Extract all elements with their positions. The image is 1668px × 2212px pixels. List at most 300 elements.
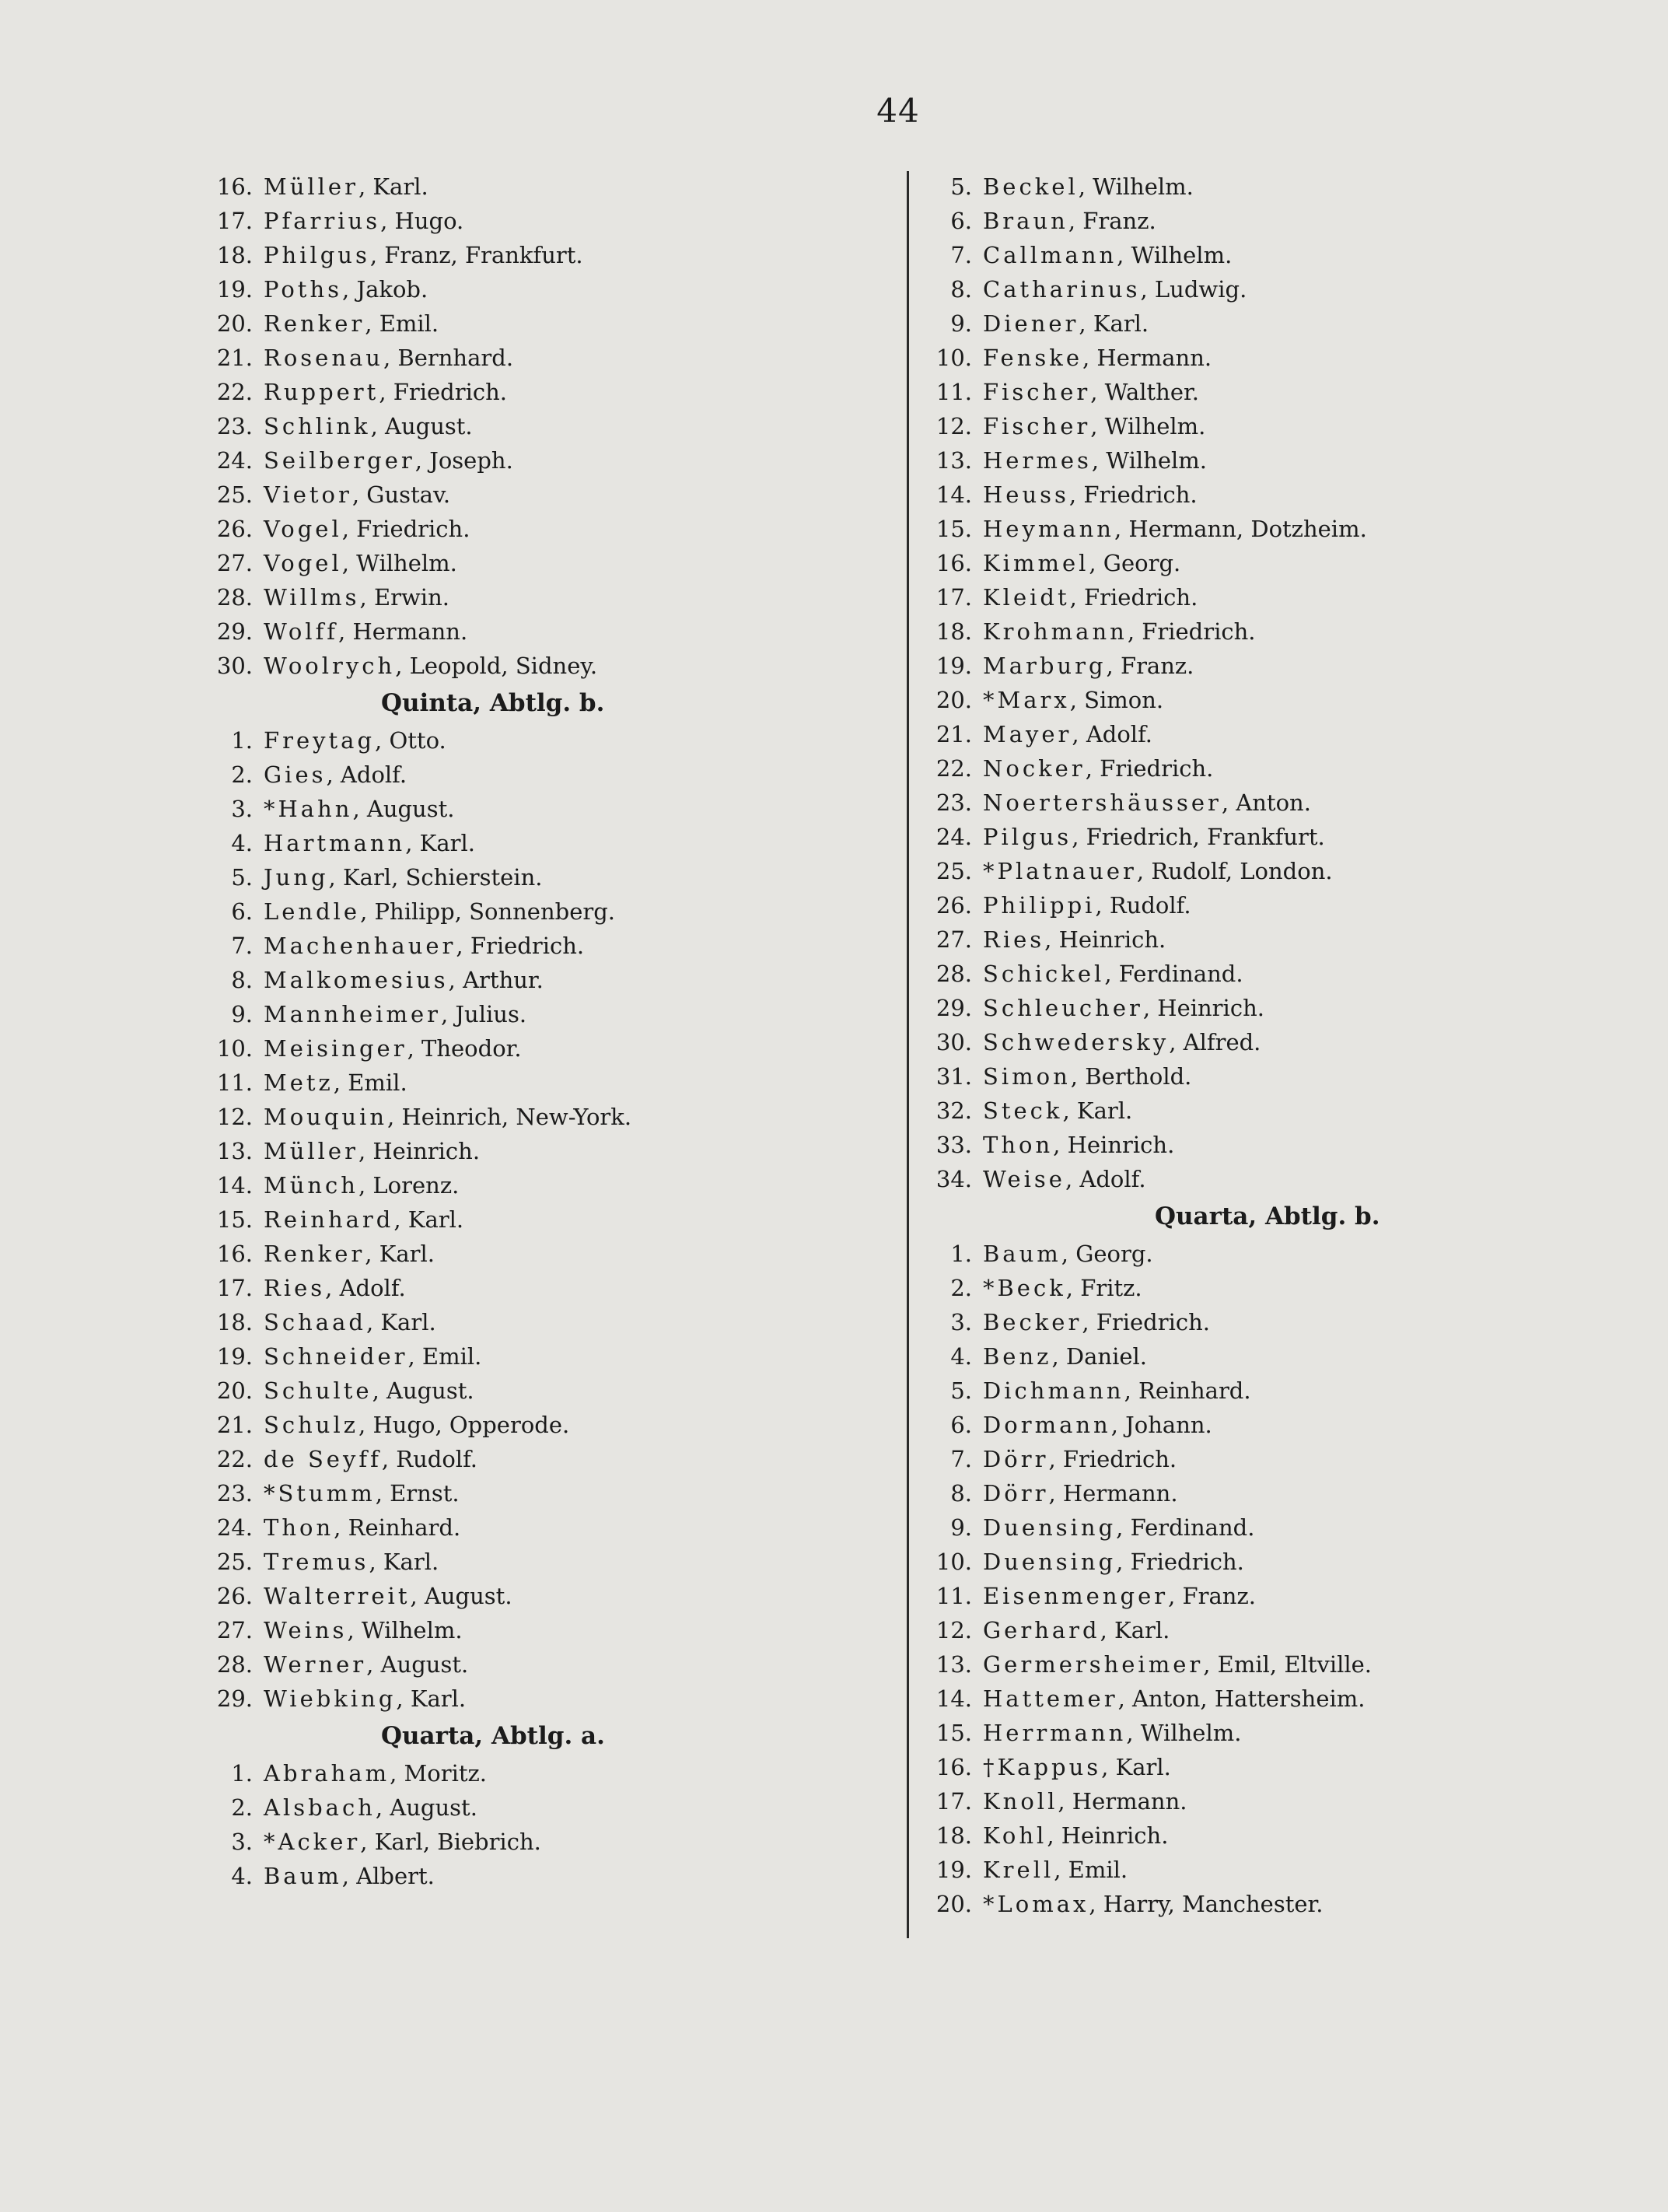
entry-number: 24. bbox=[216, 447, 253, 474]
entry-details: , Philipp, Sonnenberg. bbox=[360, 898, 616, 925]
list-item bbox=[198, 1682, 883, 1716]
list-item bbox=[198, 894, 883, 929]
entry-details: , Wilhelm. bbox=[347, 1617, 463, 1643]
list-item bbox=[918, 1784, 1617, 1818]
entry-details: , Wilhelm. bbox=[1117, 242, 1233, 268]
entry-details: , Simon. bbox=[1069, 687, 1164, 713]
entry-number: 5. bbox=[231, 864, 253, 891]
entry-surname: Steck bbox=[983, 1097, 1063, 1124]
list-item bbox=[918, 1818, 1617, 1853]
list-item bbox=[918, 820, 1617, 854]
list-item bbox=[198, 1545, 883, 1579]
list-item bbox=[198, 1613, 883, 1647]
list-item bbox=[918, 649, 1617, 683]
entry-number: 12. bbox=[935, 1617, 972, 1643]
entry-details: , Anton, Hattersheim. bbox=[1117, 1685, 1366, 1712]
entry-details: , Friedrich. bbox=[456, 933, 585, 959]
entry-surname: Baum bbox=[983, 1241, 1061, 1267]
entry-details: , Franz. bbox=[1168, 1583, 1256, 1609]
entry-details: , Friedrich. bbox=[1048, 1446, 1177, 1472]
list-item bbox=[918, 1059, 1617, 1094]
entry-details: , Karl. bbox=[1062, 1097, 1133, 1124]
list-item bbox=[198, 1202, 883, 1237]
entry-surname: Schaad bbox=[264, 1309, 366, 1335]
entry-surname: Gerhard bbox=[983, 1617, 1100, 1643]
entry-details: , Wilhelm. bbox=[1090, 413, 1206, 439]
entry-details: , Rudolf. bbox=[381, 1446, 477, 1472]
entry-surname: *Marx bbox=[983, 687, 1070, 713]
entry-surname: Schwedersky bbox=[983, 1029, 1170, 1055]
list-item bbox=[918, 341, 1617, 375]
entry-surname: Wolff bbox=[264, 618, 339, 645]
list-item bbox=[918, 546, 1617, 580]
entry-surname: Simon bbox=[983, 1063, 1071, 1090]
list-item bbox=[198, 1442, 883, 1476]
entry-surname: Mayer bbox=[983, 721, 1072, 747]
entry-surname: Werner bbox=[264, 1651, 367, 1678]
list-section bbox=[918, 170, 1617, 1196]
entry-details: , Franz. bbox=[1106, 653, 1194, 679]
entry-surname: Meisinger bbox=[264, 1035, 407, 1062]
entry-number: 24. bbox=[216, 1514, 253, 1541]
list-item bbox=[918, 1476, 1617, 1510]
entry-number: 6. bbox=[950, 208, 972, 234]
entry-surname: Noertershäusser bbox=[983, 789, 1222, 816]
list-item bbox=[918, 922, 1617, 957]
entry-number: 20. bbox=[935, 687, 972, 713]
entry-details: , Moritz. bbox=[390, 1760, 488, 1787]
entry-details: , Friedrich. bbox=[1082, 1309, 1211, 1335]
entry-details: , Franz. bbox=[1068, 208, 1156, 234]
right-column bbox=[918, 170, 1617, 1921]
list-item bbox=[918, 717, 1617, 751]
entry-number: 32. bbox=[935, 1097, 972, 1124]
entry-details: , Georg. bbox=[1089, 550, 1181, 576]
entry-number: 3. bbox=[950, 1309, 972, 1335]
entry-surname: Woolrych bbox=[264, 653, 396, 679]
entry-surname: Dörr bbox=[983, 1480, 1049, 1507]
entry-details: , August. bbox=[352, 796, 455, 822]
list-item bbox=[918, 204, 1617, 238]
entry-surname: Hattemer bbox=[983, 1685, 1118, 1712]
list-item bbox=[198, 614, 883, 649]
entry-details: , Erwin. bbox=[359, 584, 449, 611]
entry-surname: Lendle bbox=[264, 898, 361, 925]
list-item bbox=[198, 443, 883, 478]
entry-surname: Duensing bbox=[983, 1514, 1117, 1541]
list-item bbox=[198, 1066, 883, 1100]
list-item bbox=[198, 860, 883, 894]
list-section bbox=[918, 1196, 1617, 1921]
entry-surname: Kohl bbox=[983, 1822, 1047, 1849]
list-section bbox=[198, 1716, 883, 1893]
entry-details: , Emil. bbox=[333, 1069, 407, 1096]
entry-details: , Albert. bbox=[341, 1863, 435, 1889]
list-item bbox=[198, 341, 883, 375]
list-item bbox=[918, 1716, 1617, 1750]
entry-number: 22. bbox=[216, 379, 253, 405]
entry-surname: Dichmann bbox=[983, 1377, 1124, 1404]
entry-number: 26. bbox=[216, 1583, 253, 1609]
list-item bbox=[198, 1579, 883, 1613]
list-item bbox=[198, 929, 883, 963]
entry-details: , Karl. bbox=[365, 1309, 436, 1335]
entry-number: 23. bbox=[216, 1480, 253, 1507]
entry-details: , Friedrich. bbox=[1069, 584, 1198, 611]
entry-surname: Rosenau bbox=[264, 345, 383, 371]
entry-details: , Ludwig. bbox=[1140, 276, 1247, 303]
entry-number: 28. bbox=[935, 961, 972, 987]
entry-number: 21. bbox=[216, 345, 253, 371]
entry-number: 11. bbox=[935, 1583, 972, 1609]
entry-number: 16. bbox=[935, 550, 972, 576]
entry-surname: Renker bbox=[264, 310, 365, 337]
entry-details: , Hermann. bbox=[1058, 1788, 1187, 1815]
entry-number: 15. bbox=[935, 1720, 972, 1746]
entry-details: , Heinrich, New-York. bbox=[387, 1104, 632, 1130]
entry-details: , Jakob. bbox=[342, 276, 428, 303]
entry-number: 34. bbox=[935, 1166, 972, 1192]
entry-surname: Nocker bbox=[983, 755, 1086, 782]
entry-details: , Fritz. bbox=[1065, 1275, 1142, 1301]
entry-number: 23. bbox=[935, 789, 972, 816]
entry-number: 17. bbox=[935, 1788, 972, 1815]
entry-number: 18. bbox=[216, 1309, 253, 1335]
entry-surname: Wiebking bbox=[264, 1685, 397, 1712]
entry-number: 25. bbox=[216, 1549, 253, 1575]
entry-number: 17. bbox=[216, 208, 253, 234]
entry-details: , August. bbox=[410, 1583, 512, 1609]
entry-surname: Pilgus bbox=[983, 824, 1072, 850]
list-item bbox=[918, 1128, 1617, 1162]
list-item bbox=[918, 443, 1617, 478]
entry-details: , Friedrich. bbox=[1068, 481, 1198, 508]
entry-surname: Ries bbox=[983, 926, 1045, 953]
section-heading: Quarta, Abtlg. b. bbox=[1155, 1202, 1380, 1230]
list-item bbox=[198, 546, 883, 580]
entry-surname: Weins bbox=[264, 1617, 348, 1643]
list-item bbox=[198, 1825, 883, 1859]
entry-details: , Adolf. bbox=[1065, 1166, 1146, 1192]
list-section bbox=[198, 170, 883, 683]
list-item bbox=[198, 997, 883, 1031]
entry-details: , Karl, Biebrich. bbox=[360, 1829, 541, 1855]
list-item bbox=[198, 723, 883, 758]
entry-details: , Ernst. bbox=[375, 1480, 460, 1507]
list-item bbox=[918, 306, 1617, 341]
entry-details: , Hermann, Dotzheim. bbox=[1114, 516, 1367, 542]
entry-surname: *Beck bbox=[983, 1275, 1066, 1301]
entry-number: 13. bbox=[935, 1651, 972, 1678]
list-item bbox=[918, 1887, 1617, 1921]
entry-details: , Karl. bbox=[405, 830, 475, 856]
entry-surname: Hartmann bbox=[264, 830, 406, 856]
entry-details: , Friedrich, Frankfurt. bbox=[1072, 824, 1325, 850]
entry-details: , Heinrich. bbox=[1053, 1132, 1175, 1158]
list-item bbox=[198, 204, 883, 238]
entry-surname: Mouquin bbox=[264, 1104, 388, 1130]
list-item bbox=[918, 888, 1617, 922]
entry-details: , Heinrich. bbox=[1047, 1822, 1169, 1849]
entry-details: , Friedrich. bbox=[1127, 618, 1256, 645]
entry-details: , August. bbox=[372, 1377, 474, 1404]
entry-details: , Harry, Manchester. bbox=[1089, 1891, 1324, 1917]
entry-number: 21. bbox=[935, 721, 972, 747]
list-section bbox=[198, 683, 883, 1716]
entry-number: 29. bbox=[935, 995, 972, 1021]
entry-number: 17. bbox=[935, 584, 972, 611]
entry-details: , Heinrich. bbox=[1044, 926, 1166, 953]
entry-number: 11. bbox=[935, 379, 972, 405]
entry-surname: Ruppert bbox=[264, 379, 379, 405]
list-item bbox=[198, 1790, 883, 1825]
list-item bbox=[198, 272, 883, 306]
entry-number: 22. bbox=[216, 1446, 253, 1472]
entry-surname: Eisenmenger bbox=[983, 1583, 1169, 1609]
list-item bbox=[198, 306, 883, 341]
entry-details: , Ferdinand. bbox=[1116, 1514, 1255, 1541]
entry-surname: Willms bbox=[264, 584, 360, 611]
list-item bbox=[918, 1305, 1617, 1339]
list-item bbox=[198, 1408, 883, 1442]
entry-number: 2. bbox=[950, 1275, 972, 1301]
entry-details: , Friedrich. bbox=[341, 516, 470, 542]
column-divider bbox=[907, 171, 909, 1938]
entry-details: , Berthold. bbox=[1070, 1063, 1192, 1090]
entry-surname: Kimmel bbox=[983, 550, 1089, 576]
entry-details: , Friedrich. bbox=[1116, 1549, 1244, 1575]
entry-surname: *Hahn bbox=[264, 796, 353, 822]
entry-details: , Heinrich. bbox=[358, 1138, 481, 1164]
entry-surname: †Kappus bbox=[983, 1754, 1102, 1780]
entry-number: 8. bbox=[950, 276, 972, 303]
entry-details: , Leopold, Sidney. bbox=[395, 653, 598, 679]
left-column bbox=[198, 170, 883, 1893]
list-item bbox=[918, 1647, 1617, 1682]
entry-surname: Philippi bbox=[983, 892, 1096, 919]
entry-surname: Schlink bbox=[264, 413, 371, 439]
entry-details: , Karl. bbox=[396, 1685, 467, 1712]
list-item bbox=[198, 792, 883, 826]
entry-number: 19. bbox=[216, 276, 253, 303]
entry-number: 14. bbox=[935, 481, 972, 508]
entry-surname: Jung bbox=[264, 864, 329, 891]
entry-details: , Lorenz. bbox=[358, 1172, 460, 1199]
entry-details: , Theodor. bbox=[407, 1035, 522, 1062]
entry-details: , Wilhelm. bbox=[1078, 173, 1194, 200]
list-item bbox=[198, 1374, 883, 1408]
list-item bbox=[198, 1031, 883, 1066]
list-item bbox=[198, 1271, 883, 1305]
entry-surname: Callmann bbox=[983, 242, 1117, 268]
entry-details: , Karl. bbox=[365, 1241, 435, 1267]
entry-surname: de Seyff bbox=[264, 1446, 382, 1472]
entry-number: 25. bbox=[935, 858, 972, 884]
entry-details: , Reinhard. bbox=[1124, 1377, 1251, 1404]
entry-surname: Reinhard bbox=[264, 1206, 394, 1233]
entry-details: , Hugo. bbox=[380, 208, 464, 234]
entry-number: 20. bbox=[935, 1891, 972, 1917]
entry-surname: Dörr bbox=[983, 1446, 1049, 1472]
list-item bbox=[198, 170, 883, 204]
entry-details: , Adolf. bbox=[325, 1275, 406, 1301]
list-item bbox=[918, 478, 1617, 512]
entry-number: 4. bbox=[231, 1863, 253, 1889]
entry-surname: Herrmann bbox=[983, 1720, 1127, 1746]
list-item bbox=[918, 1271, 1617, 1305]
entry-number: 1. bbox=[231, 1760, 253, 1787]
list-item bbox=[198, 1510, 883, 1545]
list-item bbox=[918, 1374, 1617, 1408]
entry-details: , Karl. bbox=[1079, 310, 1149, 337]
list-item bbox=[918, 1339, 1617, 1374]
entry-number: 27. bbox=[935, 926, 972, 953]
list-item bbox=[918, 375, 1617, 409]
list-item bbox=[198, 1647, 883, 1682]
entry-details: , Gustav. bbox=[351, 481, 451, 508]
entry-number: 9. bbox=[231, 1001, 253, 1027]
entry-number: 7. bbox=[950, 242, 972, 268]
entry-details: , Wilhelm. bbox=[1091, 447, 1207, 474]
entry-number: 25. bbox=[216, 481, 253, 508]
entry-surname: Schulte bbox=[264, 1377, 372, 1404]
entry-surname: Kleidt bbox=[983, 584, 1070, 611]
entry-number: 31. bbox=[935, 1063, 972, 1090]
list-item bbox=[918, 1510, 1617, 1545]
list-item bbox=[198, 1339, 883, 1374]
entry-surname: Beckel bbox=[983, 173, 1079, 200]
entry-surname: Mannheimer bbox=[264, 1001, 441, 1027]
entry-number: 21. bbox=[216, 1412, 253, 1438]
entry-surname: Münch bbox=[264, 1172, 358, 1199]
entry-number: 22. bbox=[935, 755, 972, 782]
entry-surname: Weise bbox=[983, 1166, 1065, 1192]
entry-number: 13. bbox=[935, 447, 972, 474]
list-item bbox=[198, 1134, 883, 1168]
entry-details: , Ferdinand. bbox=[1104, 961, 1243, 987]
entry-number: 30. bbox=[935, 1029, 972, 1055]
entry-surname: Abraham bbox=[264, 1760, 390, 1787]
list-item bbox=[918, 1682, 1617, 1716]
entry-surname: *Stumm bbox=[264, 1480, 376, 1507]
entry-surname: Catharinus bbox=[983, 276, 1141, 303]
entry-details: , Reinhard. bbox=[334, 1514, 461, 1541]
entry-number: 18. bbox=[935, 618, 972, 645]
list-item bbox=[198, 1168, 883, 1202]
entry-surname: Pfarrius bbox=[264, 208, 381, 234]
entry-details: , Karl. bbox=[1100, 1617, 1170, 1643]
entry-surname: Heuss bbox=[983, 481, 1069, 508]
entry-number: 20. bbox=[216, 310, 253, 337]
entry-number: 12. bbox=[216, 1104, 253, 1130]
entry-details: , Friedrich. bbox=[379, 379, 508, 405]
entry-details: , Anton. bbox=[1221, 789, 1311, 816]
list-item bbox=[198, 649, 883, 683]
list-item bbox=[918, 272, 1617, 306]
entry-number: 16. bbox=[216, 1241, 253, 1267]
entry-number: 19. bbox=[216, 1343, 253, 1370]
entry-surname: Renker bbox=[264, 1241, 365, 1267]
entry-surname: Knoll bbox=[983, 1788, 1058, 1815]
entry-number: 5. bbox=[950, 1377, 972, 1404]
entry-details: , Adolf. bbox=[1072, 721, 1153, 747]
entry-details: , Johann. bbox=[1110, 1412, 1212, 1438]
list-item bbox=[198, 512, 883, 546]
entry-number: 4. bbox=[950, 1343, 972, 1370]
entry-details: , Emil. bbox=[407, 1343, 482, 1370]
entry-details: , Adolf. bbox=[326, 761, 407, 788]
entry-details: , Emil. bbox=[365, 310, 439, 337]
entry-details: , August. bbox=[370, 413, 473, 439]
list-item bbox=[918, 1408, 1617, 1442]
entry-surname: Fenske bbox=[983, 345, 1082, 371]
entry-surname: Vietor bbox=[264, 481, 352, 508]
entry-details: , Hermann. bbox=[338, 618, 468, 645]
list-item bbox=[198, 238, 883, 272]
entry-details: , Otto. bbox=[375, 727, 446, 754]
list-item bbox=[918, 1579, 1617, 1613]
entry-surname: Hermes bbox=[983, 447, 1092, 474]
entry-details: , Alfred. bbox=[1169, 1029, 1261, 1055]
entry-surname: Thon bbox=[983, 1132, 1054, 1158]
entry-surname: Müller bbox=[264, 173, 358, 200]
entry-number: 9. bbox=[950, 310, 972, 337]
list-item bbox=[918, 854, 1617, 888]
entry-surname: Thon bbox=[264, 1514, 334, 1541]
list-item bbox=[918, 1162, 1617, 1196]
entry-details: , Walther. bbox=[1090, 379, 1199, 405]
entry-details: , Wilhelm. bbox=[341, 550, 457, 576]
entry-number: 17. bbox=[216, 1275, 253, 1301]
entry-number: 20. bbox=[216, 1377, 253, 1404]
entry-details: , Rudolf. bbox=[1095, 892, 1191, 919]
entry-surname: Vogel bbox=[264, 550, 342, 576]
entry-surname: Poths bbox=[264, 276, 343, 303]
entry-details: , Joseph. bbox=[414, 447, 513, 474]
entry-number: 30. bbox=[216, 653, 253, 679]
list-item bbox=[198, 375, 883, 409]
entry-details: , August. bbox=[375, 1794, 477, 1821]
list-item bbox=[918, 683, 1617, 717]
list-item bbox=[198, 758, 883, 792]
entry-number: 10. bbox=[935, 1549, 972, 1575]
entry-surname: Krohmann bbox=[983, 618, 1128, 645]
entry-number: 2. bbox=[231, 1794, 253, 1821]
entry-surname: Schleucher bbox=[983, 995, 1143, 1021]
entry-number: 8. bbox=[950, 1480, 972, 1507]
entry-details: , Karl. bbox=[369, 1549, 439, 1575]
entry-number: 3. bbox=[231, 1829, 253, 1855]
entry-number: 14. bbox=[935, 1685, 972, 1712]
entry-surname: Schulz bbox=[264, 1412, 359, 1438]
entry-number: 2. bbox=[231, 761, 253, 788]
entry-surname: Metz bbox=[264, 1069, 334, 1096]
entry-details: , Karl. bbox=[1101, 1754, 1171, 1780]
entry-surname: Vogel bbox=[264, 516, 342, 542]
list-item bbox=[918, 751, 1617, 786]
list-item bbox=[918, 1853, 1617, 1887]
entry-number: 16. bbox=[935, 1754, 972, 1780]
entry-surname: Freytag bbox=[264, 727, 376, 754]
list-item bbox=[198, 478, 883, 512]
entry-surname: Braun bbox=[983, 208, 1068, 234]
entry-surname: Gies bbox=[264, 761, 327, 788]
entry-surname: Fischer bbox=[983, 379, 1091, 405]
entry-number: 6. bbox=[231, 898, 253, 925]
entry-details: , Franz, Frankfurt. bbox=[369, 242, 583, 268]
entry-number: 12. bbox=[935, 413, 972, 439]
entry-surname: Heymann bbox=[983, 516, 1114, 542]
